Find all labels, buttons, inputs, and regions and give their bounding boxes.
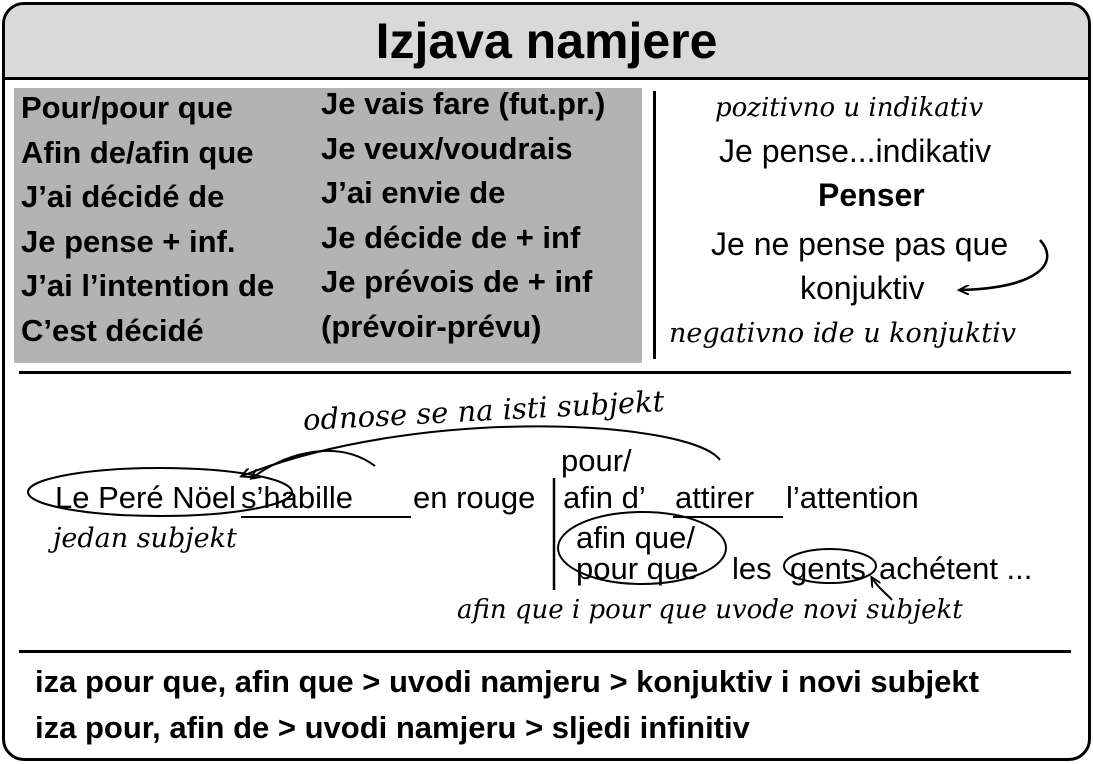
word-afin-que: afin que/ [576,520,695,555]
word-verb: s’habille [241,480,354,515]
expression: Afin de/afin que [21,134,254,170]
circle-conjunctions [558,512,726,584]
word-subject: Le Peré Nöel [55,480,236,515]
note-negative: negativno ide u konjuktiv [669,318,1017,349]
word-attirer: attirer [675,480,755,515]
arrow-verb-to-subject [252,451,375,478]
word-en-rouge: en rouge [413,480,536,515]
circle-subject [28,468,292,516]
page-title: Izjava namjere [375,13,718,69]
word-attention: l’attention [786,480,919,515]
note-same-subject: odnose se na isti subjekt [302,384,666,437]
arrow-to-gents [872,578,892,600]
word-gents: gents [790,551,866,586]
summary-line-1: iza pour que, afin que > uvodi namjeru > konjuktiv i novi subjekt [35,664,979,699]
expression: C’est décidé [21,312,204,348]
arrow-to-konjuktiv [960,240,1047,290]
note-new-subject: afin que i pour que uvode novi subjekt [457,595,963,625]
note-one-subject: jedan subjekt [53,523,237,554]
expression: Je prévois de + inf [321,264,593,299]
expression: (prévoir-prévu) [321,308,542,344]
expression: Je décide de + inf [321,219,581,255]
note-positive: pozitivno u indikativ [715,93,984,123]
expression: Pour/pour que [21,90,233,125]
word-achetent: achétent ... [879,551,1033,586]
expression: Je veux/voudrais [321,130,573,166]
summary-line-2: iza pour, afin de > uvodi namjeru > sljedi infinitiv [35,710,750,745]
word-pour-que: pour que [576,551,699,586]
word-les: les [732,551,772,586]
penser-heading: Penser [818,177,925,213]
expression: Je pense + inf. [21,223,236,259]
word-afin-d: afin d’ [563,480,646,515]
expression: J’ai l’intention de [21,268,275,303]
expression: Je vais fare (fut.pr.) [321,86,606,121]
konjuktiv-label: konjuktiv [800,270,925,306]
circle-gents [784,549,876,583]
word-pour-slash: pour/ [561,443,632,478]
penser-positive-line: Je pense...indikativ [719,133,992,169]
expression: J’ai envie de [321,175,506,210]
penser-negative-line: Je ne pense pas que [711,226,1009,262]
expression: J’ai décidé de [21,179,225,214]
